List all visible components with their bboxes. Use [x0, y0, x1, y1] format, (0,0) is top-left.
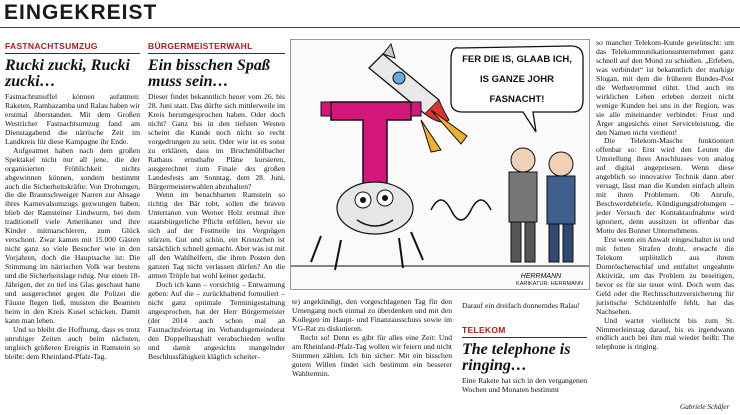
section-title: EINGEKREIST — [4, 1, 158, 24]
cartoon-signature: HERRMANN — [520, 273, 562, 280]
paragraph: Wenn im benachbarten Ramstein so richtig der Bär tobt, sollen die braven Untertanen von Werner Holz erstmal ihre staatsbürgerliche Pflicht erfüllen, bevor sie sich auf der Festmeile ins Vergnügen stürzen. Gut und schön, ein Kreuzchen ist tatsächlich schnell gemacht. Aber was ist mit all den Wahlhelfern, die ihren Posten den ganzen Tag nicht verlassen dürfen? An die armen Tröpfe hat wohl keiner gedacht. — [148, 190, 285, 281]
paragraph: Fastnachtsmuffel können aufatmen: Raketen, Rambazamba und Ralau haben wir erstmal überstanden. Mit dem Großen Westricher Fastnachtsumzug fand am Dienstagabend die närrische Zeit im Landkreis für diese Kampagne ihr Ende. — [5, 92, 140, 146]
paragraph: Aufgeatmet haben nach dem großen Spektakel nicht nur all jene, die der organisierten Fröhlichkeit nichts abgewinnen können, sondern bestimmt auch die Sicherheitskräfte: Von Drohungen, die die Braunschweiger Narren zur Absage ihres Karnevalsumzugs gezwungen haben, blieb der Ramsteiner Lindwurm, bei dem traditionell viele Amerikaner und ihre Kinder mitmarschieren, zum Glück verschont. Zwar kamen mit 15.000 Gästen nicht ganz so viele Besucher wie in den Vorjahren, doch die Hauptsache ist: Die Stimmung im närrischen Volk war bestens und die Sicherheitslage ruhig. Nur einen 18-Jährigen, der zu tief ins Glas geschaut hatte und ausgerechnet gegen die Polizei die Fäuste flegen ließ, mussten die Beamten heim in den Kreis Kusel schicken. Damit kann man leben. — [5, 145, 140, 325]
article-telekom-right — [596, 39, 734, 352]
cartoon-drawing — [291, 40, 589, 289]
cartoon — [290, 39, 590, 290]
caption-fragment: Darauf ein dreifach donnerndes Ralau! — [462, 301, 581, 310]
article3-right-body — [596, 39, 734, 352]
spring — [431, 200, 491, 220]
kicker-fastnachtsumzug: FASTNACHTSUMZUG — [5, 41, 140, 54]
cartoon-credit: KARIKATUR: HERRMANN — [515, 281, 583, 287]
speech-line-1: FER DIE IS, GLAAB ICH, — [462, 54, 572, 65]
paragraph: Recht so! Denn es gibt für alles eine Zeit: Und am Rheinland-Pfalz-Tag wollen wir feiern und nicht Stimmen zählen. Ich bin sicher: Mit ein bisschen gutem Willen findet sich bestimmt ein besserer Wahltermin. — [292, 332, 452, 378]
headline-telekom: The telephone is ringing… — [462, 340, 571, 374]
headline-buergermeisterwahl: Ein bisschen Spaß muss sein… — [148, 57, 270, 90]
article3-body — [462, 377, 587, 395]
onlooker-left — [509, 148, 537, 262]
paragraph: Dieser findet bekanntlich heuer vom 26. bis 28. Juni statt. Das dürfte sich mittlerweile im Kreis herumgesprochen haben. Oder doch nicht? Ganz bis in den tiefsten Westen scheint die Kunde noch nicht so recht vorgedrungen zu sein. Oder wie ist es sonst zu erklären, dass im Bruchmühlbacher Rathaus ernsthafte Pläne kursieren, ausgerechnet zum Finale des großen Landesfests am Sonntag, dem 28. Juni, Bürgermeisterwahlen abzuhalten? — [148, 92, 285, 191]
author-byline: Gabriele Schäfer — [680, 403, 730, 411]
masthead — [0, 0, 740, 26]
kicker-telekom: TELEKOM — [462, 325, 587, 338]
article-buergermeisterwahl — [148, 41, 285, 362]
paragraph: Eine Rakete hat sich in den vergangenen Wochen und Monaten bestimmt — [462, 375, 587, 394]
speech-line-2: IS GANZE JOHR — [480, 74, 554, 85]
article-telekom — [462, 302, 587, 395]
exploding-figure — [311, 182, 423, 270]
article2-body-col2 — [292, 298, 452, 379]
article1-body — [5, 93, 140, 362]
speech-line-3: FASNACHT! — [489, 94, 545, 105]
paragraph: Und so bleibt die Hoffnung, dass es trotz unruhiger Zeiten auch beim nächsten, ungleich größeren Ereignis in Ramstein so bleibt: dem Rheinland-Pfalz-Tag. — [5, 324, 140, 361]
paragraph: Und wartet vielleicht bis zum St. Nimmerleinstag darauf, bis es irgendwann endlich auch bei ihm mal wieder heißt: The telephone is ringing. — [596, 315, 734, 352]
masthead-rule — [0, 27, 740, 28]
paragraph: te) angekündigt, den vorgeschlagenen Tag für den Urnengang noch einmal zu überdenken und mit den Kollegen im Haupt- und Finanzausschuss sowie im VG-Rat zu diskutieren. — [292, 297, 452, 333]
article2-body-col1 — [148, 93, 285, 362]
paragraph: Die Telekom-Masche funktioniert offenbar so: Erst wird den Leuten die Umstellung ihres Anschlusses von analog auf digital angepriesen. Wenn diese angeblich so innovative Technik dann aber versagt, lässt man die Kunden einfach allein mit ihren Problemen. Ob Anrufe, Beschwerdebriefe, Kündigungsdrohungen – jeder Versuch der Kontaktaufnahme wird ignoriert, denn aussitzen ist offenbar das Motto des Bonner Unternehmens. — [596, 136, 734, 236]
paragraph: so mancher Telekom-Kunde gewünscht: um das Telekommunikationsunternehmen ganz schnell auf den Mond zu schießen. „Erleben, was verbindet“ ist bekanntlich der markige Slogan, mit dem die früheren Bundes-Post die Werbetrommel rührt. Und auch im wirklichen Leben erleben derzeit nicht wenige Kunden bei uns in der Region, was sie alle miteinander verbindet: Frust und Ärger angesichts einer Serviceleistung, die den Namen nicht verdient! — [596, 38, 734, 137]
article2-continuation — [292, 298, 452, 379]
telekom-logo — [321, 102, 421, 190]
headline-fastnachtsumzug: Rucki zucki, Rucki zucki… — [5, 57, 130, 90]
paragraph: Doch ich kann – vorsichtig – Entwarnung geben: Auf die – zurückhaltend formuliert – nicht ganz optimale Terminigestaltung angesprochen, hat der Herr Bürgermeister (der 2014 auch schon mal an Fastnachtsfeiertag im Verbandsgemeinderat den Doppelhaushalt verabschieden wollte und damit angesichts mangelnder Beschlussfähigkeit kläglich scheiter- — [148, 280, 285, 361]
kicker-buergermeisterwahl: BÜRGERMEISTERWAHL — [148, 41, 285, 54]
paragraph: Erst wenn ein Anwalt eingeschaltet ist und mit fetten Strafen droht, erwacht die Telekom urplötzlich aus ihrem Dornröschenschlaf und entfaltet ungeahnte Aktivität, um das Problem zu beseitigen, bevor es für sie teuer wird. Doch wem das Geld oder die Rechtsschutzversicherung für juristische Schützenhilfe fehlt, hat das Nachsehen. — [596, 234, 734, 316]
article-fastnachtsumzug — [5, 41, 140, 362]
onlooker-right — [547, 152, 575, 262]
